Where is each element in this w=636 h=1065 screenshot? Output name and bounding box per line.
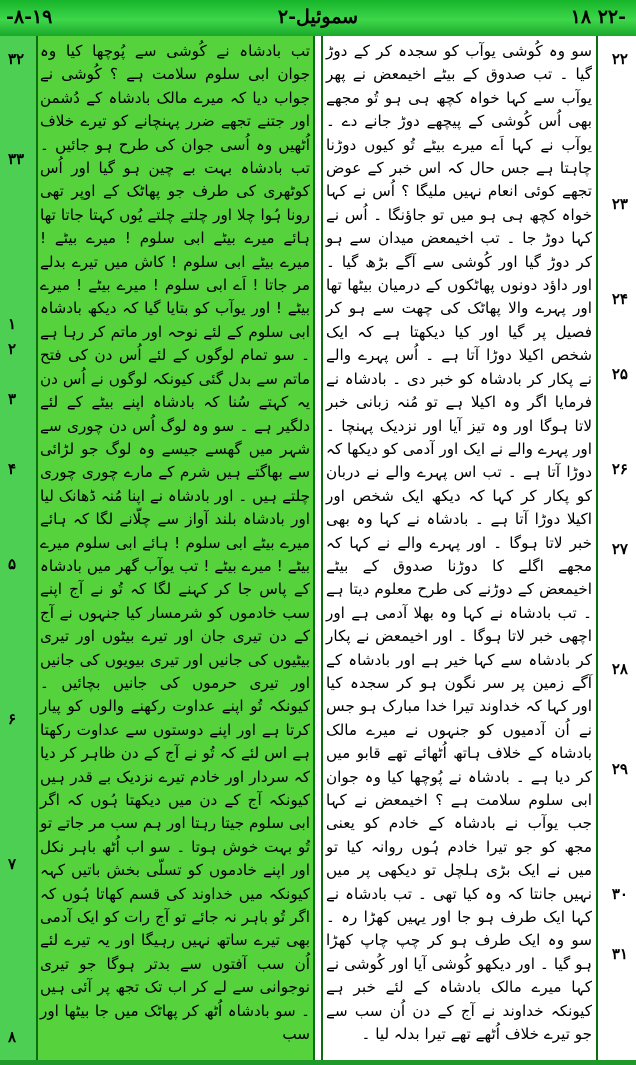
verse-number: ۱ bbox=[8, 315, 17, 333]
verse-number: ۷ bbox=[8, 855, 17, 873]
verse-number: ۲۲ bbox=[611, 50, 628, 68]
header-left-reference: -۸-۱۹ bbox=[6, 6, 53, 28]
verse-number: ۴ bbox=[8, 460, 17, 478]
verse-number: ۳۲ bbox=[8, 50, 25, 68]
verse-number: ۲۳ bbox=[611, 195, 628, 213]
right-gutter-rule bbox=[596, 36, 598, 1065]
center-rule-left bbox=[313, 36, 315, 1065]
verse-number: ۳۳ bbox=[8, 150, 25, 168]
left-verse-number-gutter bbox=[0, 36, 36, 1065]
right-column-paragraph: سو وہ کُوشی یوآب کو سجدہ کر کے دوڑ گیا ۔ تب صدوق کے بیٹے اخیمعض نے پھر یوآب سے کہا خواہ کچھ ہی ہو تُو مجھے بھی اُس کُوشی کے پیچھے دوڑ جانے دے ۔ یوآب نے کہا اَے میرے بیٹے تُو کیوں دوڑنا چاہتا ہے جس حال کہ اس خبر کے عوض تجھے کوئی انعام نہیں ملیگا ؟ اُس نے کہا خواہ کچھ ہی ہو میں تو جاؤنگا ۔ اُس نے کہا دوڑ جا ۔ تب اخیمعض میدان سے ہو کر دوڑ گیا اور کُوشی سے آگے بڑھ گیا ۔ اور داؤد دونوں پھاٹکوں کے درمیان بیٹھا تھا اور پہرے والا پھاٹک کی چھت سے ہو کر فصیل پر گیا اور کیا دیکھتا ہے کہ ایک شخص اکیلا دوڑا آتا ہے ۔ اُس پہرے والے نے پکار کر بادشاہ کو خبر دی ۔ بادشاہ نے فرمایا اگر وہ اکیلا ہے تو مُنہ زبانی خبر لاتا ہوگا اور وہ تیز آیا اور نزدیک پہنچا ۔ اور پہرے والے نے ایک اور آدمی کو دیکھا کہ دوڑا آتا ہے ۔ تب اس پہرے والے نے دربان کو پکار کر کہا کہ دیکھ ایک شخص اور اکیلا دوڑا آتا ہے ۔ بادشاہ نے کہا وہ بھی خبر لاتا ہوگا ۔ اور پہرے والے نے کہا کہ مجھے اگلے کا دوڑنا صدوق کے بیٹے اخیمعض کے دوڑنے کی طرح معلوم دیتا ہے ۔ تب بادشاہ نے کہا وہ بھلا آدمی ہے اور اچھی خبر لاتا ہوگا ۔ اور اخیمعض نے پکار کر بادشاہ سے کہا خیر ہے اور بادشاہ کے آگے زمین پر سر نگون ہو کر سجدہ کیا اور کہا کہ خداوند تیرا خدا مبارک ہو جس نے اُن آدمیوں کو جنہوں نے میرے مالک بادشاہ کے خلاف ہاتھ اُٹھائے تھے قابو میں کر دیا ہے ۔ بادشاہ نے پُوچھا کیا وہ جوان ابی سلوم سلامت ہے ؟ اخیمعض نے کہا جب یوآب نے بادشاہ کے خادم کو یعنی مجھ کو جو تیرا خادم ہُوں روانہ کیا تو میں نے ایک بڑی ہلچل تو دیکھی پر میں نہیں جانتا کہ وہ کیا تھی ۔ تب بادشاہ نے کہا ایک طرف ہو جا اور یہیں کھڑا رہ ۔ سو وہ ایک طرف ہو کر چپ چاپ کھڑا ہو گیا ۔ اور دیکھو کُوشی آیا اور کُوشی نے کہا میرے مالک بادشاہ کے لئے خبر ہے کیونکہ خداوند نے آج کے دن اُن سب سے جو تیرے خلاف اُٹھے تھے تیرا بدلہ لیا ۔ bbox=[326, 42, 592, 1044]
verse-number: ۲۵ bbox=[611, 365, 628, 383]
verse-number: ۵ bbox=[8, 555, 17, 573]
header-book-title: ۲-سموئیل bbox=[277, 6, 359, 28]
verse-number: ۸ bbox=[8, 1028, 17, 1046]
verse-number: ۲۴ bbox=[611, 290, 628, 308]
right-column-text bbox=[326, 40, 592, 1046]
verse-number: ۳۰ bbox=[611, 885, 628, 903]
center-rule-right bbox=[321, 36, 323, 1065]
verse-number: ۳ bbox=[8, 390, 17, 408]
verse-number: ۲۶ bbox=[611, 460, 628, 478]
verse-number: ۳۱ bbox=[611, 945, 628, 963]
verse-number: ۲۷ bbox=[611, 540, 628, 558]
bottom-border bbox=[0, 1060, 636, 1065]
left-column-text bbox=[40, 40, 310, 1046]
header-right-reference: ۱۸ ۲۲- bbox=[570, 6, 626, 28]
verse-number: ۲ bbox=[8, 340, 17, 358]
verse-number: ۶ bbox=[8, 710, 17, 728]
verse-number: ۲۹ bbox=[611, 760, 628, 778]
left-gutter-rule bbox=[36, 36, 38, 1065]
verse-number: ۲۸ bbox=[611, 660, 628, 678]
left-column-paragraph: تب بادشاہ نے کُوشی سے پُوچھا کیا وہ جوان ابی سلوم سلامت ہے ؟ کُوشی نے جواب دیا کہ میرے مالک بادشاہ کے دُشمن اور جتنے تجھے ضرر پہنچانے کو تیرے خلاف اُٹھیں وہ اُسی جوان کی طرح ہو جائیں ۔ تب بادشاہ بہت بے چین ہو گیا اور اُس کوٹھری کی طرف جو پھاٹک کے اوپر تھی رونا ہُوا چلا اور چلتے چلتے یُوں کہتا جاتا تھا ہائے میرے بیٹے ابی سلوم ! میرے بیٹے ! میرے بیٹے ابی سلوم ! کاش میں تیرے بدلے مر جاتا ! اَے ابی سلوم ! میرے بیٹے ! میرے بیٹے ! اور یوآب کو بتایا گیا کہ دیکھ بادشاہ ابی سلوم کے لئے نوحہ اور ماتم کر رہا ہے ۔ سو تمام لوگوں کے لئے اُس دن کی فتح ماتم سے بدل گئی کیونکہ لوگوں نے اُس دن یہ کہتے سُنا کہ بادشاہ اپنے بیٹے کے لئے دلگیر ہے ۔ سو وہ لوگ اُس دن چوری سے شہر میں گھسے جیسے وہ لوگ جو لڑائی سے بھاگتے ہیں شرم کے مارے چوری چوری چلتے ہیں ۔ اور بادشاہ نے اپنا مُنہ ڈھانک لیا اور بادشاہ بلند آواز سے چلّانے لگا کہ ہائے میرے بیٹے ابی سلوم ! ہائے ابی سلوم میرے بیٹے ! میرے بیٹے ! تب یوآب گھر میں بادشاہ کے پاس جا کر کہنے لگا کہ تُو نے آج اپنے سب خادموں کو شرمسار کیا جنہوں نے آج کے دن تیری جان اور تیرے بیٹوں اور تیری بیٹیوں کی جانیں اور تیری بیویوں کی جانیں اور تیری حرموں کی جانیں بچائیں ۔ کیونکہ تُو اپنے عداوت رکھنے والوں کو پیار کرتا ہے اور اپنے دوستوں سے عداوت رکھتا ہے اس لئے کہ تُو نے آج کے دن ظاہر کر دیا کہ سردار اور خادم تیرے نزدیک بے قدر ہیں کیونکہ آج کے دن میں دیکھتا ہُوں کہ اگر ابی سلوم جیتا رہتا اور ہم سب مر جاتے تو تُو بہت خوش ہوتا ۔ سو اب اُٹھ باہر نکل اور اپنے خادموں کو تسلّی بخش باتیں کہہ کیونکہ میں خداوند کی قسم کھاتا ہُوں کہ اگر تُو باہر نہ جائے تو آج رات کو ایک آدمی بھی تیرے ساتھ نہیں رہیگا اور یہ تیرے لئے اُن سب آفتوں سے بدتر ہوگا جو تیری نوجوانی سے لے کر اب تک تجھ پر آئی ہیں ۔ سو بادشاہ اُٹھ کر پھاٹک میں جا بیٹھا اور سب bbox=[40, 42, 310, 1044]
